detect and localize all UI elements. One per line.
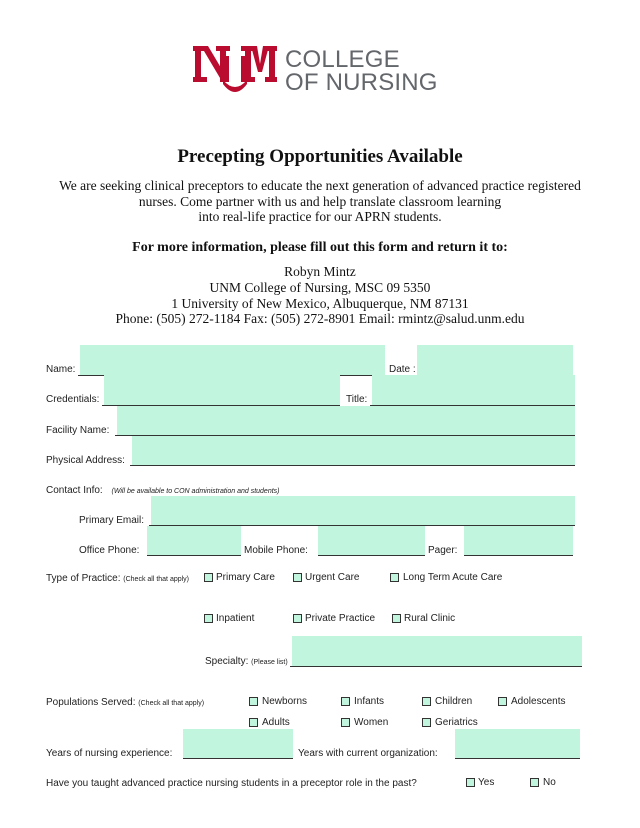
adolescents-label: Adolescents [511,696,566,707]
primary-care-label: Primary Care [216,572,275,583]
contact-org: UNM College of Nursing, MSC 09 5350 [209,279,431,295]
specialty-underline [290,666,582,667]
populations-text: Populations Served: [46,697,136,708]
title-field[interactable] [372,375,575,406]
intro-line-1: We are seeking clinical preceptors to educate the next generation of advanced practice registered [59,178,581,193]
geriatrics-label: Geriatrics [435,717,478,728]
women-checkbox[interactable] [341,718,350,727]
long-term-acute-care-label: Long Term Acute Care [403,572,503,583]
adults-label: Adults [262,717,290,728]
facility-label: Facility Name: [46,425,110,436]
pager-underline [464,555,573,556]
college-line1: COLLEGE [285,46,400,73]
name-field[interactable] [80,345,385,376]
years-experience-underline [183,758,293,759]
address-field[interactable] [132,436,575,466]
urgent-care-label: Urgent Care [305,572,360,583]
taught-no-checkbox[interactable] [530,778,539,787]
years-experience-field[interactable] [183,729,293,759]
specialty-note: (Please list) [251,659,288,666]
intro-line-3: into real-life practice for our APRN students. [198,209,442,224]
practice-note: (Check all that apply) [123,576,190,583]
contact-block [0,264,640,327]
address-underline [130,465,575,466]
children-checkbox[interactable] [422,697,431,706]
inpatient-checkbox[interactable] [204,614,213,623]
populations-note: (Check all that apply) [138,700,205,707]
taught-yes-label: Yes [478,777,495,788]
facility-field[interactable] [117,406,575,436]
email-field[interactable] [151,496,575,526]
date-label: Date : [389,364,416,375]
infants-label: Infants [354,696,385,707]
unm-logo-icon [193,42,277,98]
intro-line-2: nurses. Come partner with us and help translate classroom learning [138,193,502,209]
urgent-care-checkbox[interactable] [293,573,302,582]
taught-question-label: Have you taught advanced practice nursing students in a preceptor role in the past? [46,778,417,789]
populations-label [46,697,204,708]
contact-info-label [46,485,280,496]
date-field[interactable] [417,345,573,376]
more-info-heading: For more information, please fill out this form and return it to: [132,240,508,255]
taught-yes-checkbox[interactable] [466,778,475,787]
contact-address: 1 University of New Mexico, Albuquerque, NM 87131 [171,295,469,311]
address-label: Physical Address: [46,455,125,466]
college-line2: OF NURSING [285,69,438,96]
years-organization-underline [455,758,580,759]
credentials-label: Credentials: [46,394,100,405]
office-phone-underline [147,555,241,556]
inpatient-label: Inpatient [216,613,255,624]
contact-name: Robyn Mintz [284,264,356,279]
mobile-phone-field[interactable] [318,526,425,556]
years-organization-label: Years with current organization: [298,748,438,759]
adolescents-checkbox[interactable] [498,697,507,706]
college-logo [193,40,453,100]
years-experience-label: Years of nursing experience: [46,748,173,759]
specialty-field[interactable] [292,636,582,667]
contact-phones: Phone: (505) 272-1184 Fax: (505) 272-8901 Email: rmintz@salud.unm.edu [115,311,525,327]
name-label: Name: [46,364,76,375]
infants-checkbox[interactable] [341,697,350,706]
page-title: Precepting Opportunities Available [177,146,463,167]
college-name [285,48,438,94]
email-label: Primary Email: [79,515,145,526]
rural-clinic-label: Rural Clinic [404,613,456,624]
private-practice-label: Private Practice [305,613,376,624]
geriatrics-checkbox[interactable] [422,718,431,727]
pager-label: Pager: [428,545,458,556]
title-label: Title: [346,394,368,405]
mobile-phone-label: Mobile Phone: [244,545,308,556]
newborns-label: Newborns [262,696,308,707]
children-label: Children [435,696,473,707]
private-practice-checkbox[interactable] [293,614,302,623]
contact-info-text: Contact Info: [46,485,103,496]
intro-paragraph [40,178,600,225]
mobile-phone-underline [318,555,425,556]
primary-care-checkbox[interactable] [204,573,213,582]
contact-info-note: (Will be available to CON administration and students) [111,488,280,495]
pager-field[interactable] [464,526,573,556]
specialty-text: Specialty: [205,656,249,667]
practice-text: Type of Practice: [46,573,121,584]
years-organization-field[interactable] [455,729,580,759]
taught-no-label: No [543,777,556,788]
practice-label [46,573,189,584]
adults-checkbox[interactable] [249,718,258,727]
office-phone-field[interactable] [147,526,241,556]
women-label: Women [354,717,389,728]
specialty-label [205,656,288,667]
long-term-acute-care-checkbox[interactable] [390,573,399,582]
credentials-field[interactable] [104,375,340,406]
office-phone-label: Office Phone: [79,545,140,556]
newborns-checkbox[interactable] [249,697,258,706]
rural-clinic-checkbox[interactable] [392,614,401,623]
